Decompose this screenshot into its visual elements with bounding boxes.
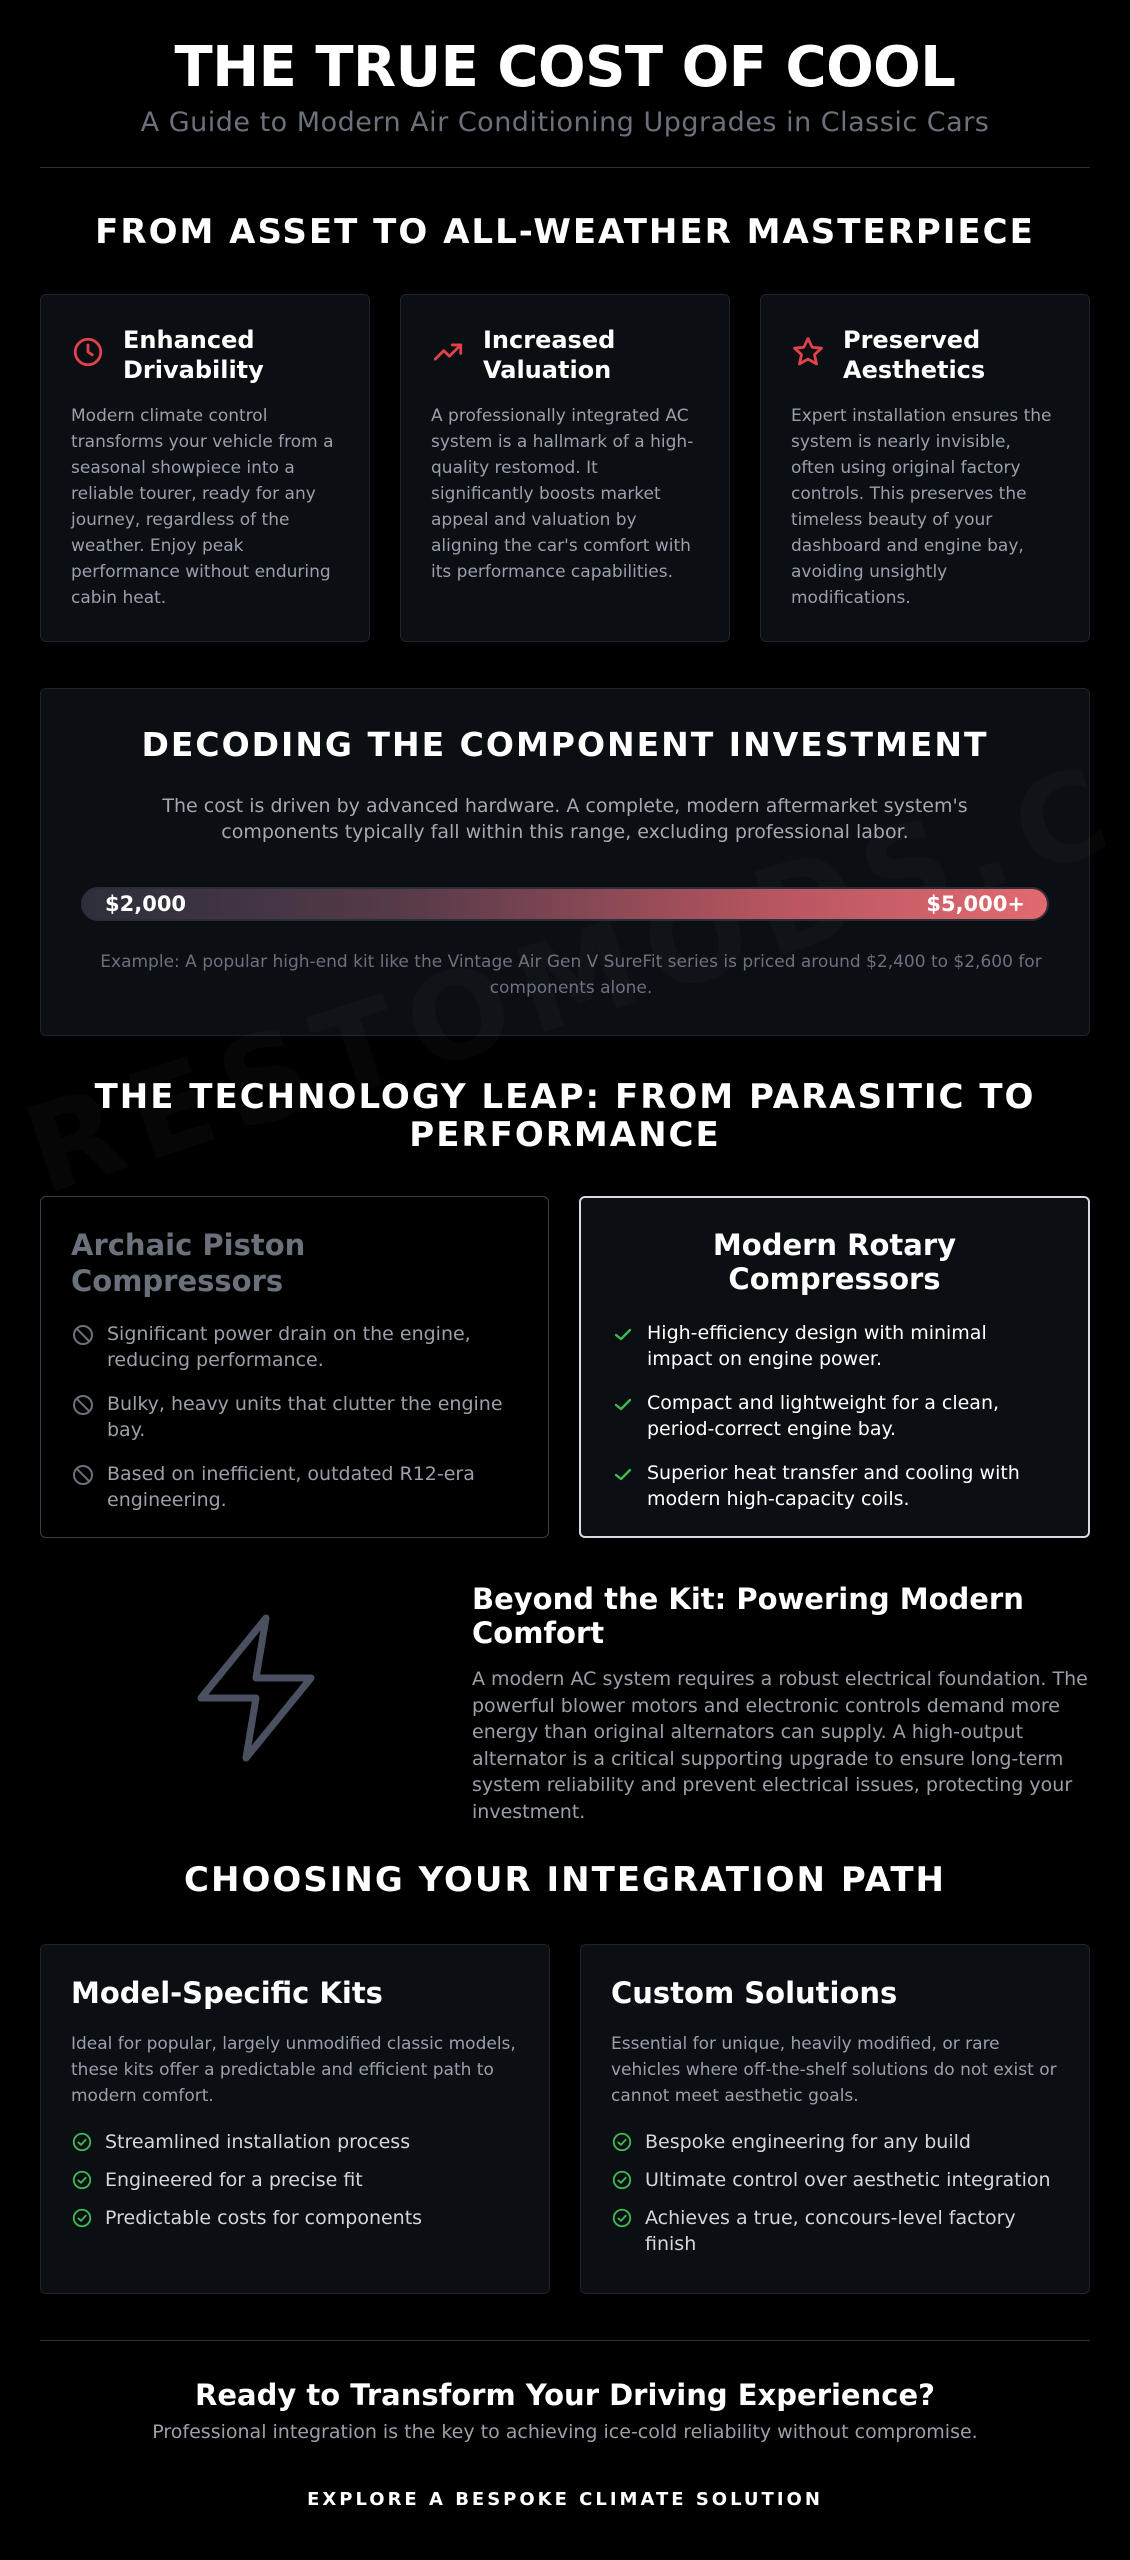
benefit-card-valuation: [400, 294, 730, 642]
path-card-text: Essential for unique, heavily modified, or rare vehicles where off-the-shelf solutions do not exist or cannot meet aesthetic goals.: [611, 2034, 1057, 2106]
path-card-list: [611, 2129, 1059, 2257]
benefit-card-text: A professionally integrated AC system is a hallmark of a high-quality restomod. It significantly boosts market appeal and valuation by aligning the car's comfort with its performance capabilities.: [431, 406, 694, 582]
rotary-compressor-card: [579, 1196, 1090, 1538]
integration-path-title: CHOOSING YOUR INTEGRATION PATH: [184, 1860, 946, 1900]
cta-text: Professional integration is the key to achieving ice-cold reliability without compromise.: [152, 2421, 978, 2443]
list-item: Streamlined installation process: [71, 2129, 519, 2155]
page-header: [40, 0, 1090, 168]
star-icon: [791, 335, 825, 369]
check-circle-icon: [71, 2207, 93, 2229]
benefit-card-title: Enhanced Drivability: [123, 326, 264, 384]
benefit-card-title: Preserved Aesthetics: [843, 326, 986, 384]
technology-title: THE TECHNOLOGY LEAP: FROM PARASITIC TO PERFORMANCE: [94, 1077, 1036, 1155]
ban-icon: [71, 1393, 95, 1417]
check-circle-icon: [611, 2131, 633, 2153]
benefit-card-aesthetics: [760, 294, 1090, 642]
list-item: Ultimate control over aesthetic integration: [611, 2167, 1059, 2193]
benefit-cards: [40, 294, 1090, 642]
list-item: Based on inefficient, outdated R12-era engineering.: [71, 1461, 518, 1513]
page-title: THE TRUE COST OF COOL: [174, 35, 956, 100]
benefits-title: FROM ASSET TO ALL-WEATHER MASTERPIECE: [95, 212, 1035, 252]
path-card-list: [71, 2129, 519, 2231]
explore-solution-button[interactable]: EXPLORE A BESPOKE CLIMATE SOLUTION: [283, 2479, 847, 2520]
check-circle-icon: [71, 2131, 93, 2153]
path-card-title: Model-Specific Kits: [71, 1976, 383, 2010]
check-icon: [611, 1322, 635, 1346]
clock-icon: [71, 335, 105, 369]
check-icon: [611, 1392, 635, 1416]
piston-compressor-title: Archaic Piston Compressors: [71, 1228, 306, 1298]
model-specific-kits-card: [40, 1944, 550, 2294]
trending-up-icon: [431, 335, 465, 369]
list-item: Bulky, heavy units that clutter the engine bay.: [71, 1391, 518, 1443]
rotary-compressor-list: [611, 1320, 1058, 1512]
cta-title: Ready to Transform Your Driving Experience?: [195, 2378, 935, 2412]
path-card-text: Ideal for popular, largely unmodified classic models, these kits offer a predictable and efficient path to modern comfort.: [71, 2034, 516, 2106]
rotary-compressor-title: Modern Rotary Compressors: [712, 1228, 957, 1296]
investment-note: Example: A popular high-end kit like the Vintage Air Gen V SureFit series is priced around $2,400 to $2,600 for components alone.: [100, 952, 1042, 998]
benefit-card-title: Increased Valuation: [483, 326, 616, 384]
list-item: Compact and lightweight for a clean, period-correct engine bay.: [611, 1390, 1058, 1442]
page-subtitle: A Guide to Modern Air Conditioning Upgrades in Classic Cars: [140, 107, 990, 138]
benefit-card-drivability: [40, 294, 370, 642]
price-range-bar: [81, 887, 1049, 921]
check-circle-icon: [611, 2169, 633, 2191]
electrical-text: A modern AC system requires a robust electrical foundation. The powerful blower motors and electronic controls demand more energy than original alternators can supply. A high-output alternator is a critical supporting upgrade to ensure long-term system reliability and prevent electrical issues, protecting your investment.: [472, 1668, 1088, 1823]
piston-compressor-list: [71, 1321, 518, 1513]
check-icon: [611, 1462, 635, 1486]
list-item: Predictable costs for components: [71, 2205, 519, 2231]
ban-icon: [71, 1323, 95, 1347]
check-circle-icon: [611, 2207, 633, 2229]
list-item: High-efficiency design with minimal impact on engine power.: [611, 1320, 1058, 1372]
check-circle-icon: [71, 2169, 93, 2191]
path-card-title: Custom Solutions: [611, 1976, 898, 2010]
electrical-section: [40, 1582, 1090, 1834]
integration-path-cards: [40, 1944, 1090, 2294]
lightning-bolt-icon: [191, 1613, 321, 1763]
investment-description: The cost is driven by advanced hardware. A complete, modern aftermarket system's components typically fall within this range, excluding professional labor.: [162, 795, 968, 843]
range-low-label: $2,000: [105, 892, 187, 916]
custom-solutions-card: [580, 1944, 1090, 2294]
ban-icon: [71, 1463, 95, 1487]
range-high-label: $5,000+: [926, 892, 1025, 916]
list-item: Bespoke engineering for any build: [611, 2129, 1059, 2155]
call-to-action: [40, 2340, 1090, 2520]
electrical-title: Beyond the Kit: Powering Modern Comfort: [472, 1582, 1024, 1650]
compressor-comparison: [40, 1196, 1090, 1538]
piston-compressor-card: [40, 1196, 549, 1538]
list-item: Achieves a true, concours-level factory finish: [611, 2205, 1059, 2257]
benefit-card-text: Expert installation ensures the system is nearly invisible, often using original factory controls. This preserves the timeless beauty of your dashboard and engine bay, avoiding unsightly modifications.: [791, 406, 1052, 608]
list-item: Significant power drain on the engine, reducing performance.: [71, 1321, 518, 1373]
investment-panel: [40, 688, 1090, 1036]
list-item: Superior heat transfer and cooling with modern high-capacity coils.: [611, 1460, 1058, 1512]
benefit-card-text: Modern climate control transforms your vehicle from a seasonal showpiece into a reliable tourer, ready for any journey, regardless of the weather. Enjoy peak performance without enduring cabin heat.: [71, 406, 334, 608]
list-item: Engineered for a precise fit: [71, 2167, 519, 2193]
investment-title: DECODING THE COMPONENT INVESTMENT: [141, 725, 989, 764]
